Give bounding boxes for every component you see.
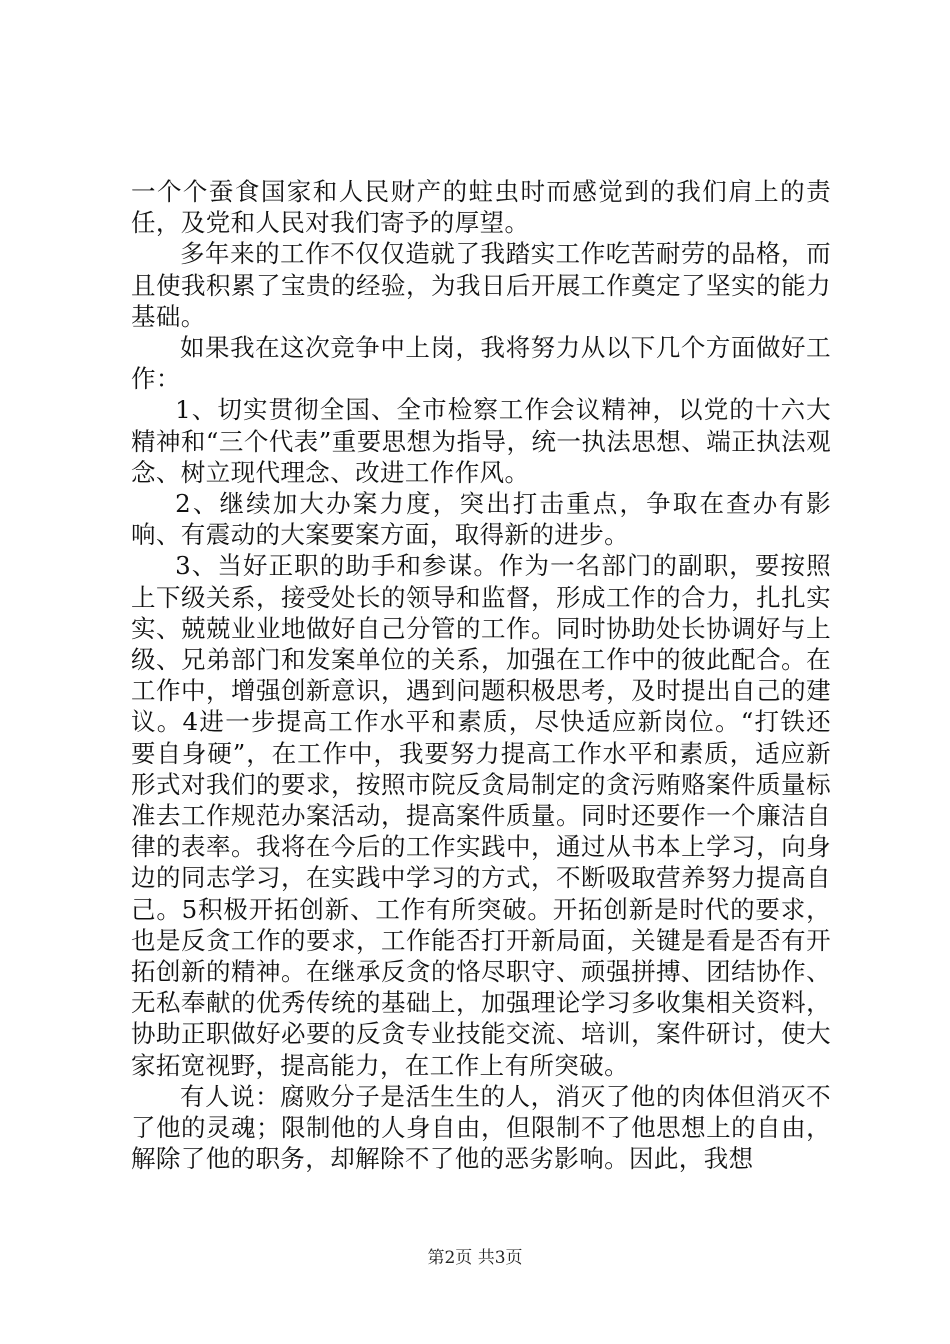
paragraph-intro-plan: 如果我在这次竞争中上岗，我将努力从以下几个方面做好工作： [131,333,831,394]
paragraph-point-2: 2、继续加大办案力度，突出打击重点，争取在查办有影响、有震动的大案要案方面，取得新的进步。 [131,489,831,550]
paragraph-point-3: 3、当好正职的助手和参谋。作为一名部门的副职，要按照上下级关系，接受处长的领导和监督，形成工作的合力，扎扎实实、兢兢业业地做好自己分管的工作。同时协助处长协调好与上级、兄弟部门和发案单位的关系，加强在工作中的彼此配合。在工作中，增强创新意识，遇到问题积极思考，及时提出自己的建议。4进一步提高工作水平和素质，尽快适应新岗位。“打铁还要自身硬”，在工作中，我要努力提高工作水平和素质，适应新形式对我们的要求，按照市院反贪局制定的贪污贿赂案件质量标准去工作规范办案活动，提高案件质量。同时还要作一个廉洁自律的表率。我将在今后的工作实践中，通过从书本上学习，向身边的同志学习，在实践中学习的方式，不断吸取营养努力提高自己。5积极开拓创新、工作有所突破。开拓创新是时代的要求，也是反贪工作的要求，工作能否打开新局面，关键是看是否有开拓创新的精神。在继承反贪的恪尽职守、顽强拼搏、团结协作、无私奉献的优秀传统的基础上，加强理论学习多收集相关资料，协助正职做好必要的反贪专业技能交流、培训，案件研讨，使大家拓宽视野，提高能力，在工作上有所突破。 [131,551,831,1080]
paragraph-continuation: 一个个蚕食国家和人民财产的蛀虫时而感觉到的我们肩上的责任，及党和人民对我们寄予的厚望。 [131,177,831,238]
paragraph-experience: 多年来的工作不仅仅造就了我踏实工作吃苦耐劳的品格，而且使我积累了宝贵的经验，为我日后开展工作奠定了坚实的能力基础。 [131,239,831,331]
paragraph-point-1: 1、切实贯彻全国、全市检察工作会议精神，以党的十六大精神和“三个代表”重要思想为指导，统一执法思想、端正执法观念、树立现代理念、改进工作作风。 [131,395,831,487]
document-body [131,176,831,1175]
page-number-footer: 第2页 共3页 [427,1248,523,1268]
paragraph-closing: 有人说：腐败分子是活生生的人，消灭了他的肉体但消灭不了他的灵魂；限制他的人身自由，但限制不了他思想上的自由，解除了他的职务，却解除不了他的恶劣影响。因此，我想 [131,1081,831,1174]
